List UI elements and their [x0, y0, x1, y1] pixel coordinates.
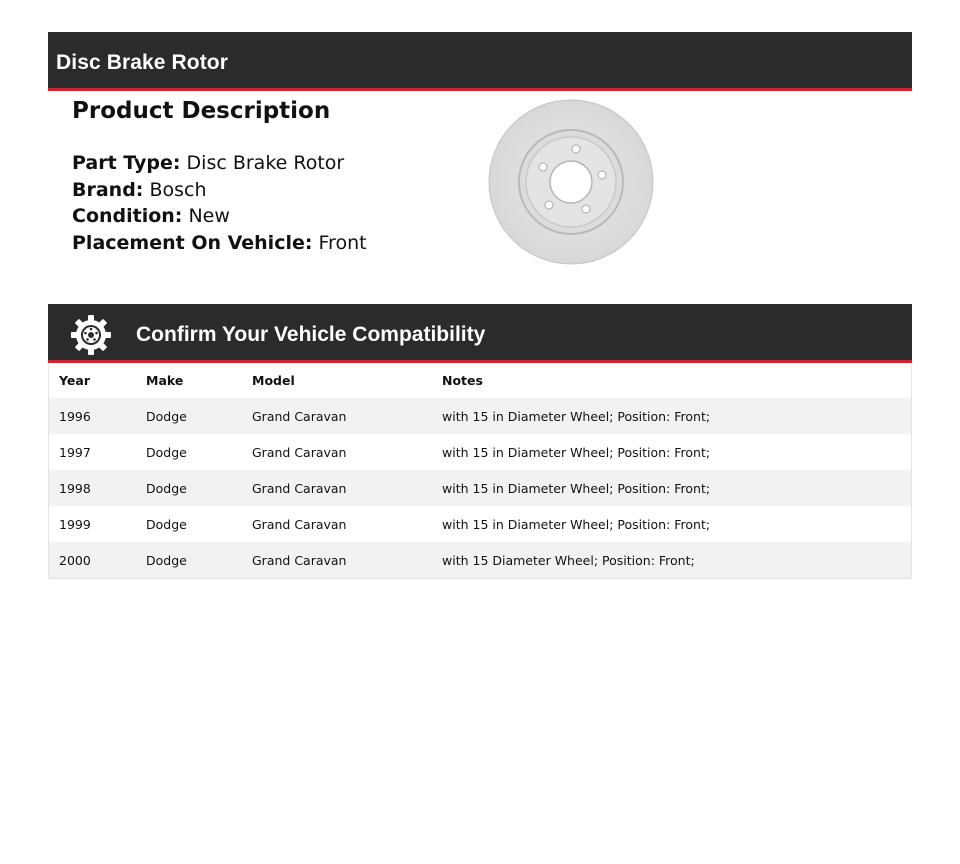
spec-part-type: [72, 150, 367, 177]
cell-make: Dodge: [146, 444, 187, 460]
cell-make: Dodge: [146, 480, 187, 496]
cell-model: Grand Caravan: [252, 408, 347, 424]
cell-notes: with 15 in Diameter Wheel; Position: Front;: [442, 480, 711, 496]
cell-make: Dodge: [146, 552, 187, 568]
column-header-notes: Notes: [442, 373, 483, 388]
product-title: Disc Brake Rotor: [56, 51, 228, 74]
spec-placement: [72, 230, 367, 257]
spec-value: Disc Brake Rotor: [186, 152, 345, 174]
spec-value: Bosch: [149, 178, 207, 201]
cell-year: 1997: [59, 444, 91, 460]
cell-year: 1999: [59, 516, 91, 532]
cell-model: Grand Caravan: [252, 480, 347, 496]
cell-model: Grand Caravan: [252, 444, 347, 460]
table-header-row: [49, 363, 911, 398]
cell-notes: with 15 Diameter Wheel; Position: Front;: [442, 552, 695, 568]
product-description-heading: Product Description: [72, 98, 331, 124]
cell-model: Grand Caravan: [252, 552, 347, 568]
gear-icon: [70, 314, 112, 356]
table-row: [49, 470, 911, 506]
compatibility-table: [48, 363, 912, 579]
column-header-make: Make: [146, 373, 184, 388]
cell-make: Dodge: [146, 408, 187, 424]
cell-notes: with 15 in Diameter Wheel; Position: Front;: [442, 408, 711, 424]
product-description: [72, 96, 367, 256]
table-row: [49, 398, 911, 434]
spec-label: Part Type:: [72, 152, 181, 174]
cell-year: 1998: [59, 480, 91, 496]
brake-rotor-image: [488, 99, 654, 265]
column-header-year: Year: [59, 373, 90, 388]
spec-label: Placement On Vehicle:: [72, 231, 313, 254]
cell-model: Grand Caravan: [252, 516, 347, 532]
spec-label: Brand:: [72, 178, 144, 201]
cell-notes: with 15 in Diameter Wheel; Position: Front;: [442, 516, 711, 532]
spec-value: Front: [318, 231, 367, 254]
cell-year: 2000: [59, 552, 91, 568]
table-row: [49, 434, 911, 470]
compatibility-title: Confirm Your Vehicle Compatibility: [136, 323, 486, 346]
cell-make: Dodge: [146, 516, 187, 532]
table-row: [49, 506, 911, 542]
spec-condition: [72, 203, 367, 230]
column-header-model: Model: [252, 373, 295, 388]
cell-year: 1996: [59, 408, 91, 424]
product-title-banner: [48, 32, 912, 91]
spec-value: New: [188, 205, 230, 227]
spec-brand: [72, 177, 367, 204]
compatibility-banner: [48, 304, 912, 363]
spec-list: [72, 150, 367, 256]
spec-label: Condition:: [72, 205, 183, 227]
table-row: [49, 542, 911, 578]
cell-notes: with 15 in Diameter Wheel; Position: Front;: [442, 444, 711, 460]
